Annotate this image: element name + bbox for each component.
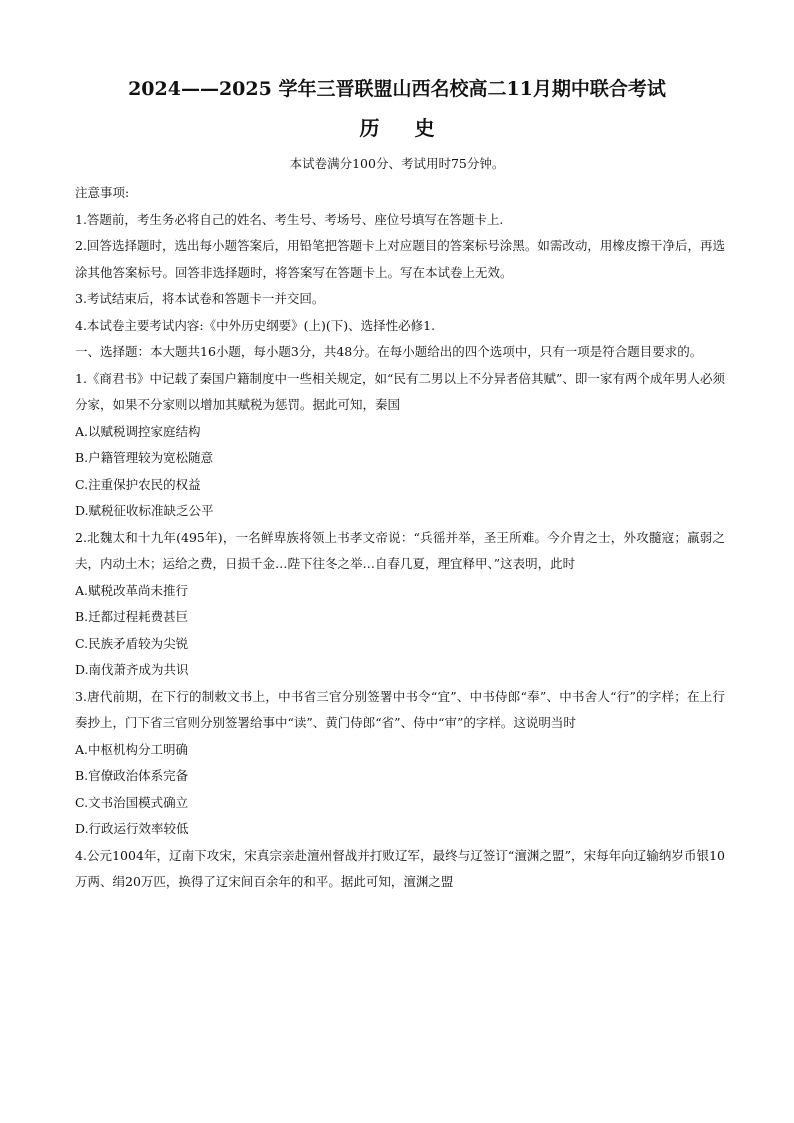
question-stem: 4.公元1004年，辽南下攻宋，宋真宗亲赴澶州督战并打败辽军，最终与辽签订“澶渊之盟”，宋每年向辽输纳岁币银10万两、绢20万匹，换得了辽宋间百余年的和平。据此可知，澶渊之盟 [75, 847, 725, 889]
note-item: 3.考试结束后，将本试卷和答题卡一并交回。 [75, 291, 325, 306]
question-option: A.中枢机构分工明确 [75, 741, 189, 757]
note-item: 4.本试卷主要考试内容:《中外历史纲要》(上)(下)、选择性必修1. [75, 317, 436, 333]
question-stem: 2.北魏太和十九年(495年)，一名鲜卑族将领上书孝文帝说：“兵徭并举，圣王所难。今介胄之士，外攻髓寇；羸弱之夫，内动土木；运给之费，日损千金…陛下往冬之举…自春几夏，理宜释甲、”这表明，此时 [75, 529, 725, 571]
notes-heading: 注意事项: [75, 185, 130, 200]
question-option: D.南伐萧齐成为共识 [75, 662, 189, 677]
subject-title: 历 史 [359, 116, 449, 140]
question-option: A.以赋税调控家庭结构 [75, 423, 201, 439]
question-option: B.官僚政治体系完备 [75, 768, 189, 783]
section-heading: 一、选择题：本大题共16小题，每小题3分，共48分。在每小题给出的四个选项中，只有一项是符合题目要求的。 [75, 344, 703, 359]
question-option: B.户籍管理较为宽松随意 [75, 450, 214, 465]
question-option: D.赋税征收标准缺乏公平 [75, 503, 214, 518]
question-option: C.民族矛盾较为尖锐 [75, 635, 189, 651]
question-option: D.行政运行效率较低 [75, 821, 189, 836]
question-stem: 3.唐代前期，在下行的制敕文书上，中书省三官分别签署中书令“宜”、中书侍郎“奉”、中书舍人“行”的字样；在上行奏抄上，门下省三官则分别签署给事中“读”、黄门侍郎“省”、侍中“审”的字样。这说明当时 [75, 688, 725, 730]
question-option: B.迁都过程耗费甚巨 [75, 609, 189, 624]
question-option: C.文书治国模式确立 [75, 794, 189, 810]
note-item: 2.回答选择题时，选出每小题答案后，用铅笔把答题卡上对应题目的答案标号涂黑。如需改动，用橡皮擦干净后，再选涂其他答案标号。回答非选择题时，将答案写在答题卡上。写在本试卷上无效。 [75, 238, 725, 280]
question-option: C.注重保护农民的权益 [75, 476, 201, 492]
score-info: 本试卷满分100分、考试用时75分钟。 [289, 156, 505, 171]
exam-body [75, 180, 725, 896]
note-item: 1.答题前，考生务必将自己的姓名、考生号、考场号、座位号填写在答题卡上. [75, 211, 504, 227]
exam-title: 2024——2025 学年三晋联盟山西名校高二11月期中联合考试 [128, 78, 666, 100]
question-stem: 1.《商君书》中记载了秦国户籍制度中一些相关规定，如“民有二男以上不分异者倍其赋”、即一家有两个成年男人必须分家，如果不分家则以增加其赋税为惩罚。据此可知，秦国 [75, 370, 725, 412]
question-option: A.赋税改革尚未推行 [75, 582, 189, 598]
